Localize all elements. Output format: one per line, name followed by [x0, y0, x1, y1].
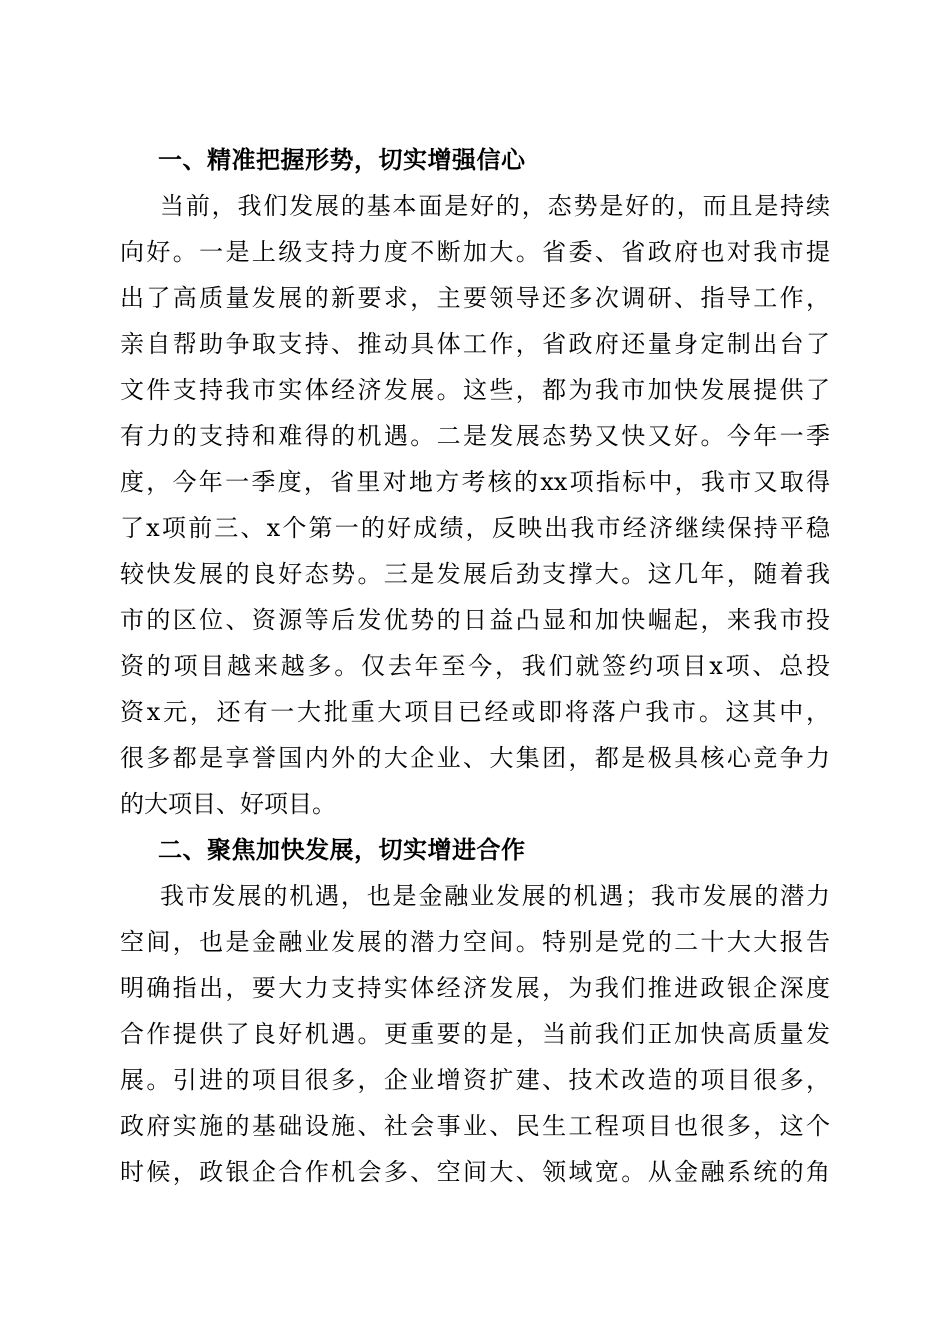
- section-paragraph-2: [120, 873, 830, 1195]
- section-heading-1: 一、精准把握形势，切实增强信心: [158, 146, 526, 174]
- paragraph-line: 的大项目、好项目。: [120, 790, 336, 818]
- paragraph-line: 政府实施的基础设施、社会事业、民生工程项目也很多，这个: [120, 1112, 830, 1140]
- paragraph-line: 了x项前三、x个第一的好成绩，反映出我市经济继续保持平稳: [120, 514, 830, 542]
- paragraph-line: 较快发展的良好态势。三是发展后劲支撑大。这几年，随着我: [120, 560, 830, 588]
- section-paragraph-1: [120, 183, 830, 827]
- paragraph-line: 有力的支持和难得的机遇。二是发展态势又快又好。今年一季: [120, 422, 830, 450]
- paragraph-line: 明确指出，要大力支持实体经济发展，为我们推进政银企深度: [120, 974, 830, 1002]
- section-heading-2: 二、聚焦加快发展，切实增进合作: [158, 836, 526, 864]
- paragraph-line: 亲自帮助争取支持、推动具体工作，省政府还量身定制出台了: [120, 330, 830, 358]
- paragraph-line: 当前，我们发展的基本面是好的，态势是好的，而且是持续: [160, 192, 830, 220]
- paragraph-line: 合作提供了良好机遇。更重要的是，当前我们正加快高质量发: [120, 1020, 830, 1048]
- paragraph-line: 资的项目越来越多。仅去年至今，我们就签约项目x项、总投: [120, 652, 830, 680]
- paragraph-line: 时候，政银企合作机会多、空间大、领域宽。从金融系统的角: [120, 1158, 830, 1186]
- paragraph-line: 展。引进的项目很多，企业增资扩建、技术改造的项目很多，: [120, 1066, 830, 1094]
- paragraph-line: 资x元，还有一大批重大项目已经或即将落户我市。这其中，: [120, 698, 830, 726]
- paragraph-line: 文件支持我市实体经济发展。这些，都为我市加快发展提供了: [120, 376, 830, 404]
- paragraph-line: 很多都是享誉国内外的大企业、大集团，都是极具核心竞争力: [120, 744, 830, 772]
- paragraph-line: 市的区位、资源等后发优势的日益凸显和加快崛起，来我市投: [120, 606, 830, 634]
- paragraph-line: 我市发展的机遇，也是金融业发展的机遇；我市发展的潜力: [160, 882, 830, 910]
- document-body: [120, 137, 830, 1195]
- paragraph-line: 向好。一是上级支持力度不断加大。省委、省政府也对我市提: [120, 238, 830, 266]
- paragraph-line: 度，今年一季度，省里对地方考核的xx项指标中，我市又取得: [120, 468, 830, 496]
- paragraph-line: 空间，也是金融业发展的潜力空间。特别是党的二十大大报告: [120, 928, 830, 956]
- paragraph-line: 出了高质量发展的新要求，主要领导还多次调研、指导工作，: [120, 284, 830, 312]
